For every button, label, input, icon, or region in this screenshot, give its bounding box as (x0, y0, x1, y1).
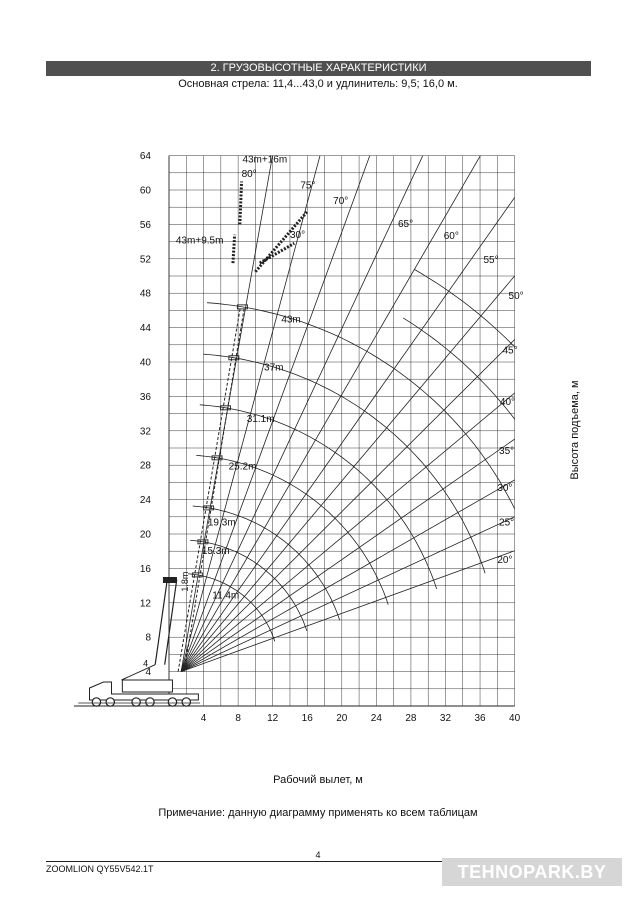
boom-length-label: 11.4m (212, 590, 240, 602)
page-number: 4 (315, 850, 321, 860)
y-axis-title: Высота подъема, м (569, 380, 581, 480)
boom-length-label: 25.2m (228, 461, 257, 473)
chart-subtitle: Основная стрела: 11,4...43,0 и удлинитель: 9,5; 16,0 м. (178, 78, 458, 90)
boom-length-label: 43m (281, 314, 301, 326)
x-tick-label: 16 (301, 713, 313, 724)
pivot-label: 1.8m (180, 571, 191, 592)
boom-length-label: 19.3m (207, 517, 236, 529)
footer-model: ZOOMLION QY55V542.1T (46, 864, 154, 874)
y-tick-label: 16 (139, 563, 151, 575)
angle-label: 30° (497, 483, 513, 494)
watermark-logo: TEHNOPARK.BY (442, 858, 622, 886)
y-tick-label: 24 (139, 495, 151, 507)
crane-wheel (92, 698, 100, 706)
angle-line (181, 48, 473, 672)
boom-length-label: 37m (264, 362, 284, 374)
jib-label: 43m+16m (242, 154, 288, 166)
boom-base (165, 580, 177, 665)
boom-length-label: 15.3m (201, 545, 230, 557)
angle-label: 50° (508, 291, 524, 303)
boom-length-label: 31.1m (246, 414, 275, 426)
boom-outline (178, 307, 240, 672)
y-tick-label: 32 (139, 426, 151, 438)
x-tick-label: 4 (200, 713, 207, 724)
angle-label: 40° (499, 397, 516, 408)
jib-outline (240, 181, 242, 224)
x-tick-label: 36 (474, 713, 486, 724)
y-tick-label: 48 (139, 288, 151, 300)
angle-label: 75° (300, 180, 316, 192)
y-tick-label: 20 (139, 529, 151, 541)
boom-arc (200, 405, 437, 589)
jib-label: 30° (289, 230, 306, 242)
x-tick-label: 28 (405, 713, 417, 724)
y-tick-label: 52 (139, 254, 151, 266)
y-tick-label: 56 (139, 219, 151, 231)
angle-label: 25° (499, 517, 515, 529)
boom-arc (188, 574, 275, 642)
boom-arc (207, 303, 534, 558)
crane-wheel (168, 698, 176, 706)
angle-label: 70° (333, 195, 349, 207)
crane-wheel (132, 698, 140, 706)
y-tick-label: 4 (145, 667, 151, 679)
angle-label: 65° (397, 218, 414, 230)
x-tick-label: 24 (370, 713, 382, 724)
x-tick-label: 12 (267, 713, 279, 724)
angle-line (181, 0, 301, 672)
x-tick-label: 8 (235, 713, 241, 724)
y-tick-label: 8 (145, 632, 151, 644)
angle-line (181, 7, 360, 672)
y-tick-label: 40 (139, 357, 151, 369)
angle-label: 80° (241, 169, 257, 181)
section-title: 2. ГРУЗОВЫСОТНЫЕ ХАРАКТЕРИСТИКИ (46, 61, 591, 76)
y-tick-label: 36 (139, 391, 151, 403)
chart-note: Примечание: данную диаграмму применять ко всем таблицам (158, 807, 478, 819)
y-tick-label: 44 (139, 323, 151, 335)
crane-wheel (146, 698, 154, 706)
crane-wheel (106, 698, 114, 706)
boom-arc (196, 455, 388, 604)
jib-label: 43m+9.5m (175, 235, 224, 247)
angle-line (181, 25, 417, 672)
y-tick-label: 12 (139, 598, 151, 610)
y-tick-label: 28 (139, 460, 151, 472)
crane-superstructure (122, 680, 172, 692)
y-axis-title-wrap (560, 330, 590, 530)
boom-base (155, 580, 167, 665)
y-tick-label: 64 (139, 151, 151, 163)
x-tick-label: 32 (439, 713, 452, 724)
x-axis-title: Рабочий вылет, м (273, 774, 363, 786)
jib-outline (233, 235, 235, 263)
angle-label: 60° (443, 231, 459, 243)
x-tick-label: 40 (509, 713, 521, 724)
boom-pivot-block (163, 577, 177, 583)
angle-label: 45° (502, 345, 518, 357)
curve-labels-layer (143, 154, 524, 668)
angle-label: 20° (497, 555, 513, 567)
boom-outline (184, 307, 244, 672)
x-tick-label: 20 (336, 713, 348, 724)
pivot-label: 4 (143, 658, 149, 669)
angle-label: 35° (499, 446, 515, 458)
y-tick-label: 60 (139, 185, 151, 197)
crane-wheel (182, 698, 190, 706)
angle-label: 55° (483, 255, 499, 267)
jib-arc (403, 318, 544, 463)
